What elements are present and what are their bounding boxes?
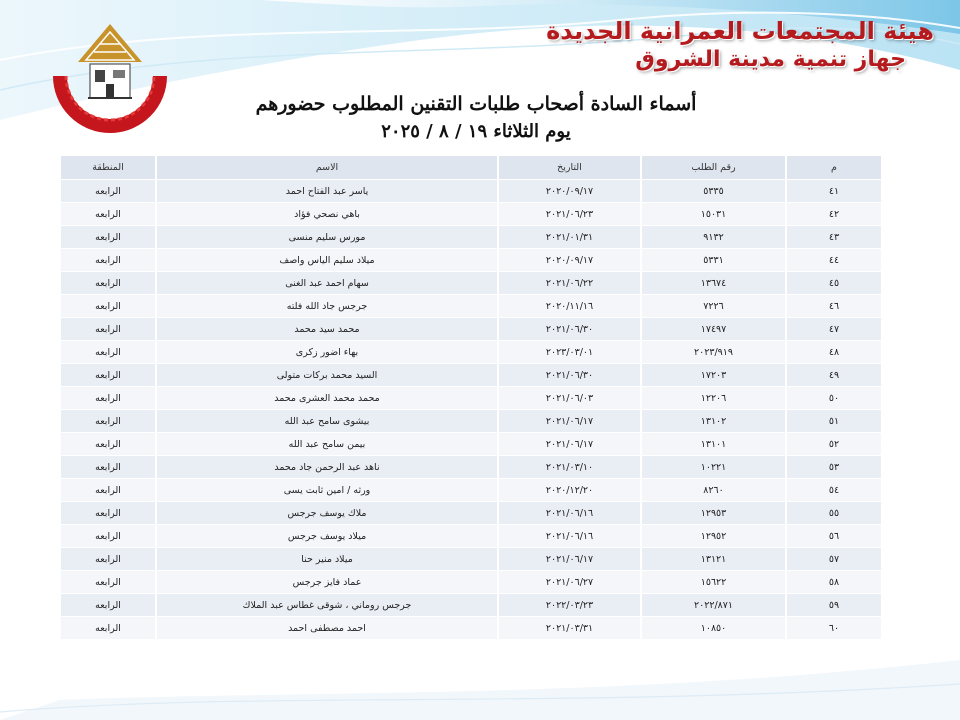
cell-region: الرابعه — [60, 525, 156, 548]
cell-serial: ٤٣ — [786, 226, 881, 249]
cell-date: ٢٠٢١/٠٦/٠٣ — [498, 387, 641, 410]
cell-request-number: ٩١٣٢ — [641, 226, 786, 249]
cell-region: الرابعه — [60, 180, 156, 203]
cell-serial: ٤٢ — [786, 203, 881, 226]
cell-name: ميلاد يوسف جرجس — [156, 525, 498, 548]
table-header-row — [60, 156, 881, 180]
cell-date: ٢٠٢٠/٠٩/١٧ — [498, 180, 641, 203]
cell-request-number: ١٥٠٣١ — [641, 203, 786, 226]
table-row — [60, 226, 881, 249]
cell-request-number: ١٣١٠٢ — [641, 410, 786, 433]
table-row — [60, 295, 881, 318]
cell-date: ٢٠٢١/٠١/٣١ — [498, 226, 641, 249]
table-row — [60, 341, 881, 364]
cell-serial: ٥٢ — [786, 433, 881, 456]
cell-name: ميلاد منير حنا — [156, 548, 498, 571]
title-line-1: أسماء السادة أصحاب طلبات التقنين المطلوب حضورهم — [255, 93, 697, 115]
cell-name: جرجس روماني ، شوقى غطاس عبد الملاك — [156, 594, 498, 617]
table-row — [60, 548, 881, 571]
cell-region: الرابعه — [60, 387, 156, 410]
cell-date: ٢٠٢١/٠٣/١٠ — [498, 456, 641, 479]
cell-serial: ٤٨ — [786, 341, 881, 364]
cell-request-number: ١٠٢٢١ — [641, 456, 786, 479]
table-row — [60, 410, 881, 433]
cell-request-number: ٢٠٢٢/٨٧١ — [641, 594, 786, 617]
cell-serial: ٥١ — [786, 410, 881, 433]
title-line-2: يوم الثلاثاء ١٩ / ٨ / ٢٠٢٥ — [381, 121, 571, 142]
cell-region: الرابعه — [60, 433, 156, 456]
table-row — [60, 272, 881, 295]
cell-serial: ٤٥ — [786, 272, 881, 295]
org-branch: جهاز تنمية مدينة الشروق — [635, 47, 906, 72]
table-row — [60, 249, 881, 272]
cell-serial: ٥٠ — [786, 387, 881, 410]
cell-serial: ٤٧ — [786, 318, 881, 341]
cell-serial: ٤٤ — [786, 249, 881, 272]
cell-name: السيد محمد بركات متولى — [156, 364, 498, 387]
cell-request-number: ٥٣٣١ — [641, 249, 786, 272]
cell-date: ٢٠٢١/٠٦/١٧ — [498, 410, 641, 433]
cell-request-number: ١٣٦٧٤ — [641, 272, 786, 295]
cell-name: احمد مصطفى احمد — [156, 617, 498, 640]
cell-serial: ٤٩ — [786, 364, 881, 387]
cell-request-number: ١٠٨٥٠ — [641, 617, 786, 640]
cell-name: ياسر عبد الفتاح احمد — [156, 180, 498, 203]
cell-region: الرابعه — [60, 318, 156, 341]
cell-request-number: ٢٠٢٣/٩١٩ — [641, 341, 786, 364]
cell-region: الرابعه — [60, 502, 156, 525]
cell-name: مورس سليم منسى — [156, 226, 498, 249]
cell-date: ٢٠٢١/٠٦/٢٣ — [498, 203, 641, 226]
cell-request-number: ١٧٢٠٣ — [641, 364, 786, 387]
cell-date: ٢٠٢٠/٠٩/١٧ — [498, 249, 641, 272]
cell-name: ملاك يوسف جرجس — [156, 502, 498, 525]
cell-region: الرابعه — [60, 571, 156, 594]
cell-date: ٢٠٢١/٠٦/١٧ — [498, 548, 641, 571]
org-name: هيئة المجتمعات العمرانية الجديدة — [546, 17, 934, 45]
cell-serial: ٥٣ — [786, 456, 881, 479]
cell-region: الرابعه — [60, 410, 156, 433]
cell-name: بيشوى سامح عبد الله — [156, 410, 498, 433]
cell-serial: ٦٠ — [786, 617, 881, 640]
cell-region: الرابعه — [60, 617, 156, 640]
cell-region: الرابعه — [60, 272, 156, 295]
cell-name: محمد محمد العشرى محمد — [156, 387, 498, 410]
table-row — [60, 617, 881, 640]
table-row — [60, 180, 881, 203]
organization-header — [546, 16, 934, 74]
cell-date: ٢٠٢١/٠٦/١٧ — [498, 433, 641, 456]
cell-serial: ٤٦ — [786, 295, 881, 318]
column-header-name: الاسم — [156, 156, 498, 180]
table-row — [60, 571, 881, 594]
cell-request-number: ١٢٢٠٦ — [641, 387, 786, 410]
cell-name: بيمن سامح عبد الله — [156, 433, 498, 456]
cell-request-number: ١٢٩٥٢ — [641, 525, 786, 548]
cell-region: الرابعه — [60, 456, 156, 479]
cell-request-number: ٥٣٣٥ — [641, 180, 786, 203]
cell-name: جرجس جاد الله فلته — [156, 295, 498, 318]
table-row — [60, 594, 881, 617]
cell-region: الرابعه — [60, 295, 156, 318]
cell-date: ٢٠٢١/٠٦/١٦ — [498, 525, 641, 548]
cell-region: الرابعه — [60, 249, 156, 272]
cell-serial: ٥٩ — [786, 594, 881, 617]
cell-name: ناهد عبد الرحمن جاد محمد — [156, 456, 498, 479]
cell-date: ٢٠٢٠/١١/١٦ — [498, 295, 641, 318]
table-row — [60, 456, 881, 479]
cell-region: الرابعه — [60, 479, 156, 502]
cell-serial: ٤١ — [786, 180, 881, 203]
column-header-request-number: رقم الطلب — [641, 156, 786, 180]
cell-date: ٢٠٢١/٠٦/٢٧ — [498, 571, 641, 594]
cell-name: عماد فايز جرجس — [156, 571, 498, 594]
cell-date: ٢٠٢٠/١٢/٢٠ — [498, 479, 641, 502]
column-header-serial: م — [786, 156, 881, 180]
cell-date: ٢٠٢١/٠٦/٢٢ — [498, 272, 641, 295]
cell-date: ٢٠٢١/٠٦/٣٠ — [498, 318, 641, 341]
cell-region: الرابعه — [60, 364, 156, 387]
table-row — [60, 525, 881, 548]
cell-request-number: ١٢٩٥٣ — [641, 502, 786, 525]
cell-request-number: ١٣١٠١ — [641, 433, 786, 456]
applicants-table — [59, 156, 881, 640]
cell-serial: ٥٥ — [786, 502, 881, 525]
cell-date: ٢٠٢٣/٠٣/٠١ — [498, 341, 641, 364]
cell-request-number: ٧٢٢٦ — [641, 295, 786, 318]
cell-region: الرابعه — [60, 341, 156, 364]
cell-region: الرابعه — [60, 594, 156, 617]
cell-date: ٢٠٢١/٠٣/٣١ — [498, 617, 641, 640]
cell-request-number: ١٥٦٢٢ — [641, 571, 786, 594]
cell-name: باهي نصحي فؤاد — [156, 203, 498, 226]
table-row — [60, 318, 881, 341]
column-header-date: التاريخ — [498, 156, 641, 180]
cell-name: ميلاد سليم الياس واصف — [156, 249, 498, 272]
cell-name: سهام احمد عبد الغنى — [156, 272, 498, 295]
cell-region: الرابعه — [60, 203, 156, 226]
cell-name: ورثه / امين ثابت يسى — [156, 479, 498, 502]
table-row — [60, 433, 881, 456]
cell-date: ٢٠٢١/٠٦/٣٠ — [498, 364, 641, 387]
authority-emblem-icon — [50, 18, 170, 138]
page-title — [250, 90, 702, 146]
cell-serial: ٥٨ — [786, 571, 881, 594]
table-row — [60, 203, 881, 226]
table-row — [60, 387, 881, 410]
applicants-table-container — [59, 156, 880, 640]
table-row — [60, 479, 881, 502]
column-header-region: المنطقة — [60, 156, 156, 180]
cell-serial: ٥٤ — [786, 479, 881, 502]
cell-name: محمد سيد محمد — [156, 318, 498, 341]
cell-name: بهاء اضور زكرى — [156, 341, 498, 364]
cell-date: ٢٠٢١/٠٦/١٦ — [498, 502, 641, 525]
cell-request-number: ١٧٤٩٧ — [641, 318, 786, 341]
cell-region: الرابعه — [60, 226, 156, 249]
cell-date: ٢٠٢٢/٠٣/٢٣ — [498, 594, 641, 617]
table-row — [60, 364, 881, 387]
cell-serial: ٥٦ — [786, 525, 881, 548]
cell-request-number: ٨٢٦٠ — [641, 479, 786, 502]
cell-request-number: ١٣١٢١ — [641, 548, 786, 571]
cell-region: الرابعه — [60, 548, 156, 571]
cell-serial: ٥٧ — [786, 548, 881, 571]
table-row — [60, 502, 881, 525]
table-body — [60, 180, 881, 640]
